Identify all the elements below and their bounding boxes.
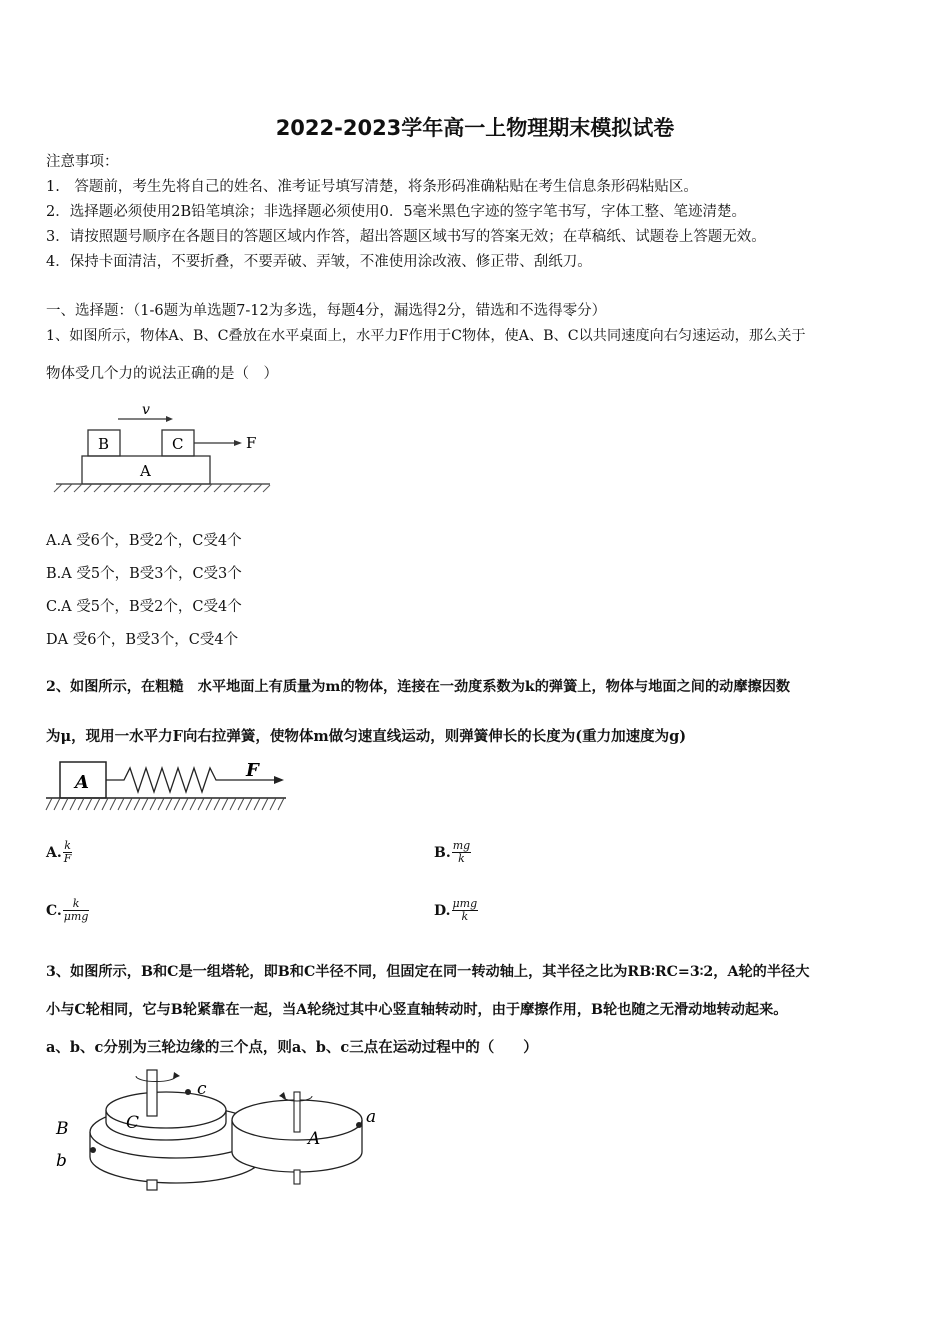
option-fraction: $\frac{k}{\text{μmg}}$ [63, 897, 89, 923]
point-c [185, 1089, 191, 1095]
q3-stem-line2: 小与C轮相同，它与B轮紧靠在一起，当A轮绕过其中心竖直轴转动时，由于摩擦作用，B轮也随之无滑动地转动起来。 [46, 1002, 788, 1018]
force-label: F [246, 434, 257, 452]
block-a-label: A [140, 462, 151, 480]
q1-option-c: C.A 受5个，B受2个，C受4个 [46, 599, 242, 615]
q2-option-a [46, 840, 72, 865]
shaft-a [294, 1092, 300, 1132]
point-c-label: c [197, 1079, 207, 1099]
point-b-label: b [56, 1151, 67, 1171]
point-a-label: a [366, 1107, 377, 1127]
block-c-label: C [172, 435, 184, 453]
note-item: 4．保持卡面清洁，不要折叠，不要弄破、弄皱，不准使用涂改液、修正带、刮纸刀。 [46, 254, 592, 270]
q2-option-b [434, 840, 471, 865]
note-item: 2．选择题必须使用2B铅笔填涂；非选择题必须使用0．5毫米黑色字迹的签字笔书写，字体工整、笔迹清楚。 [46, 204, 747, 220]
q1-option-d: DA 受6个，B受3个，C受4个 [46, 632, 239, 648]
point-a [356, 1122, 362, 1128]
q2-ground-hatch [46, 798, 284, 810]
point-b [90, 1147, 96, 1153]
note-item: 1. 答题前，考生先将自己的姓名、准考证号填写清楚，将条形码准确粘贴在考生信息条形码粘贴区。 [46, 179, 698, 195]
q2-stem-line2: 为μ，现用一水平力F向右拉弹簧，使物体m做匀速直线运动，则弹簧伸长的长度为(重力加速度为g) [46, 728, 687, 745]
option-fraction: $\frac{k}{F}$ [63, 839, 72, 865]
option-label: B. [434, 845, 451, 861]
wheel-c-label: C [126, 1113, 140, 1133]
wheel-b-label: B [56, 1119, 69, 1139]
q1-option-a: A.A 受6个，B受2个，C受4个 [46, 533, 242, 549]
q2-force-label: F [246, 760, 259, 781]
option-label: D. [434, 903, 451, 919]
q1-stem-line1: 1、如图所示，物体A、B、C叠放在水平桌面上，水平力F作用于C物体，使A、B、C以共同速度向右匀速运动，那么关于 [46, 328, 806, 344]
ground-hatch [54, 484, 270, 492]
wheel-c [106, 1092, 226, 1128]
q3-stem-line1: 3、如图所示，B和C是一组塔轮，即B和C半径不同，但固定在同一转动轴上，其半径之比为RB∶RC=3∶2，A轮的半径大 [46, 964, 810, 980]
notes-heading: 注意事项： [46, 154, 119, 170]
shaft-bc [147, 1070, 157, 1116]
velocity-label: v [142, 402, 150, 418]
q1-option-b: B.A 受5个，B受3个，C受3个 [46, 566, 242, 582]
q2-stem-line1: 2、如图所示，在粗糙 水平地面上有质量为m的物体，连接在一劲度系数为k的弹簧上，物体与地面之间的动摩擦因数 [46, 679, 791, 695]
q3-figure [46, 1062, 396, 1197]
mass-block-label: A [75, 772, 89, 793]
option-label: C. [46, 903, 62, 919]
wheel-a-label: A [308, 1129, 321, 1149]
note-item: 3．请按照题号顺序在各题目的答题区域内作答，超出答题区域书写的答案无效；在草稿纸、试题卷上答题无效。 [46, 229, 766, 245]
option-fraction: $\frac{mg}{k}$ [452, 839, 471, 865]
option-fraction: $\frac{\text{μmg}}{k}$ [452, 897, 478, 923]
q1-stem-line2: 物体受几个力的说法正确的是（ ） [46, 366, 278, 382]
q1-figure [48, 392, 278, 512]
option-label: A. [46, 845, 62, 861]
block-b-label: B [98, 435, 110, 453]
q2-option-d [434, 898, 478, 923]
page-title: 2022-2023学年高一上物理期末模拟试卷 [275, 116, 675, 140]
q3-stem-line3: a、b、c分别为三轮边缘的三个点，则a、b、c三点在运动过程中的（ ） [46, 1039, 538, 1056]
q2-figure [44, 756, 294, 816]
section-heading: 一、选择题：（1-6题为单选题7-12为多选，每题4分，漏选得2分，错选和不选得零分） [46, 303, 607, 319]
q2-option-c [46, 898, 89, 923]
